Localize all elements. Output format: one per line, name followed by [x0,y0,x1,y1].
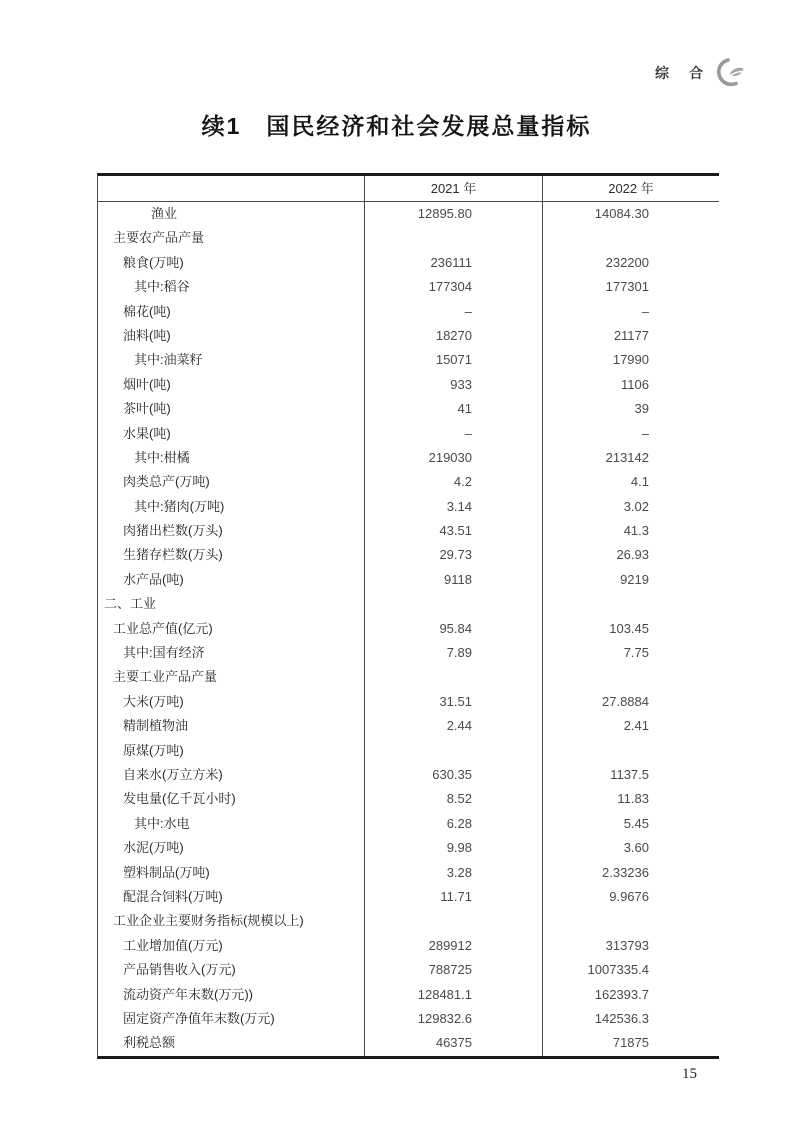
row-value-2021: – [364,300,542,324]
row-value-2022: 27.8884 [542,690,719,714]
row-value-2021: 236111 [364,251,542,275]
row-value-2021: 43.51 [364,519,542,543]
row-label: 二、工业 [104,596,157,612]
row-value-2021 [364,739,542,763]
table-header-row [98,176,719,202]
table-row [98,690,719,714]
table-row [98,397,719,421]
table-row [98,300,719,324]
row-label: 主要农产品产量 [113,230,205,246]
table-row [98,275,719,299]
row-value-2021: 177304 [364,275,542,299]
row-value-2021: 4.2 [364,470,542,494]
table-row [98,665,719,689]
header-year-2021: 2021 年 [364,176,542,201]
row-label: 工业增加值(万元) [123,937,223,953]
row-label: 配混合饲料(万吨) [123,888,223,904]
row-label: 工业总产值(亿元) [113,620,213,636]
row-value-2021 [364,592,542,616]
row-value-2022: 2.33236 [542,861,719,885]
chapter-header [655,56,747,90]
row-value-2021: 12895.80 [364,202,542,226]
row-value-2022: 5.45 [542,812,719,836]
table-row [98,787,719,811]
page-title: 续1 国民经济和社会发展总量指标 [201,113,592,139]
row-value-2022: 4.1 [542,470,719,494]
row-value-2022: 1007335.4 [542,958,719,982]
row-value-2022: 2.41 [542,714,719,738]
table-row [98,739,719,763]
table-row [98,909,719,933]
row-label: 其中:柑橘 [134,449,190,465]
row-value-2022: 142536.3 [542,1007,719,1031]
table-row [98,202,719,226]
table-body [98,202,719,1056]
table-row [98,470,719,494]
row-label: 其中:水电 [134,815,190,831]
row-label: 精制植物油 [123,718,189,734]
row-value-2022: 313793 [542,934,719,958]
row-value-2022: – [542,422,719,446]
row-value-2022: 213142 [542,446,719,470]
row-value-2021: – [364,422,542,446]
chapter-title: 综 合 [655,65,706,81]
row-value-2022: 26.93 [542,543,719,567]
row-value-2022 [542,739,719,763]
row-value-2022: 1137.5 [542,763,719,787]
row-value-2021 [364,665,542,689]
row-value-2022: 232200 [542,251,719,275]
row-value-2021: 128481.1 [364,983,542,1007]
row-label: 烟叶(吨) [123,376,171,392]
table-row [98,836,719,860]
row-value-2021: 9118 [364,568,542,592]
table-row [98,885,719,909]
row-value-2022: 177301 [542,275,719,299]
table-row [98,983,719,1007]
row-value-2022: 1106 [542,373,719,397]
row-value-2022: 14084.30 [542,202,719,226]
row-value-2021: 11.71 [364,885,542,909]
row-value-2021: 6.28 [364,812,542,836]
row-value-2022 [542,592,719,616]
row-value-2022: 9219 [542,568,719,592]
row-value-2021 [364,909,542,933]
row-label: 茶叶(吨) [123,401,171,417]
row-label: 水泥(万吨) [123,840,184,856]
row-value-2021: 3.28 [364,861,542,885]
row-value-2021: 788725 [364,958,542,982]
row-value-2021: 933 [364,373,542,397]
row-value-2021: 41 [364,397,542,421]
row-value-2022: 39 [542,397,719,421]
row-value-2022: 103.45 [542,617,719,641]
row-value-2021: 289912 [364,934,542,958]
row-value-2021: 29.73 [364,543,542,567]
row-label: 利税总额 [123,1035,176,1051]
table-row [98,812,719,836]
row-label: 渔业 [151,206,178,221]
row-value-2021: 2.44 [364,714,542,738]
table-row [98,714,719,738]
row-value-2021: 15071 [364,348,542,372]
table-row [98,543,719,567]
row-label: 流动资产年末数(万元)) [123,986,253,1002]
row-label: 其中:油菜籽 [134,352,203,368]
row-label: 生猪存栏数(万头) [123,547,223,563]
row-value-2022: 3.02 [542,495,719,519]
row-label: 棉花(吨) [123,303,171,319]
row-label: 油料(吨) [123,327,171,343]
row-value-2022: 21177 [542,324,719,348]
table-row [98,251,719,275]
table-row [98,495,719,519]
table-row [98,373,719,397]
row-value-2021: 8.52 [364,787,542,811]
row-value-2022: 71875 [542,1031,719,1055]
row-label: 自来水(万立方米) [123,766,223,782]
row-label: 其中:稻谷 [134,279,190,295]
row-value-2022: 11.83 [542,787,719,811]
row-label: 其中:猪肉(万吨) [134,498,225,514]
row-label: 水产品(吨) [123,571,184,587]
row-value-2021: 46375 [364,1031,542,1055]
row-label: 大米(万吨) [123,693,184,709]
row-value-2021: 9.98 [364,836,542,860]
table-row [98,1007,719,1031]
row-label: 其中:国有经济 [123,645,205,661]
table-row [98,641,719,665]
indicators-table [97,173,719,1059]
row-label: 水果(吨) [123,425,171,441]
table-row [98,519,719,543]
row-label: 肉猪出栏数(万头) [123,523,223,539]
table-row [98,958,719,982]
row-value-2021: 95.84 [364,617,542,641]
row-value-2022 [542,226,719,250]
table-row [98,226,719,250]
table-row [98,568,719,592]
row-value-2021: 31.51 [364,690,542,714]
row-label: 原煤(万吨) [123,742,184,758]
table-row [98,617,719,641]
table-row [98,324,719,348]
row-label: 工业企业主要财务指标(规模以上) [113,913,304,929]
row-value-2022 [542,909,719,933]
table-row [98,861,719,885]
row-label: 发电量(亿千瓦小时) [123,791,236,807]
row-value-2021: 630.35 [364,763,542,787]
row-value-2022: 162393.7 [542,983,719,1007]
table-row [98,763,719,787]
row-label: 主要工业产品产量 [113,669,218,685]
row-value-2021: 7.89 [364,641,542,665]
row-value-2022: 41.3 [542,519,719,543]
row-value-2022: 9.9676 [542,885,719,909]
row-value-2021: 219030 [364,446,542,470]
row-value-2021 [364,226,542,250]
row-value-2021: 129832.6 [364,1007,542,1031]
header-year-2022: 2022 年 [542,176,719,201]
chapter-logo-icon [715,57,747,89]
header-empty-cell [98,176,364,201]
row-value-2022: 17990 [542,348,719,372]
table-row [98,422,719,446]
row-label: 产品销售收入(万元) [123,962,236,978]
table-row [98,348,719,372]
table-row [98,446,719,470]
row-value-2022 [542,665,719,689]
table-row [98,934,719,958]
row-value-2022: 7.75 [542,641,719,665]
row-label: 肉类总产(万吨) [123,474,210,490]
row-value-2021: 3.14 [364,495,542,519]
table-row [98,592,719,616]
row-value-2022: – [542,300,719,324]
row-value-2022: 3.60 [542,836,719,860]
row-label: 粮食(万吨) [123,254,184,270]
row-label: 固定资产净值年末数(万元) [123,1010,275,1026]
page-number: 15 [682,1066,697,1082]
row-label: 塑料制品(万吨) [123,864,210,880]
table-row [98,1031,719,1055]
row-value-2021: 18270 [364,324,542,348]
